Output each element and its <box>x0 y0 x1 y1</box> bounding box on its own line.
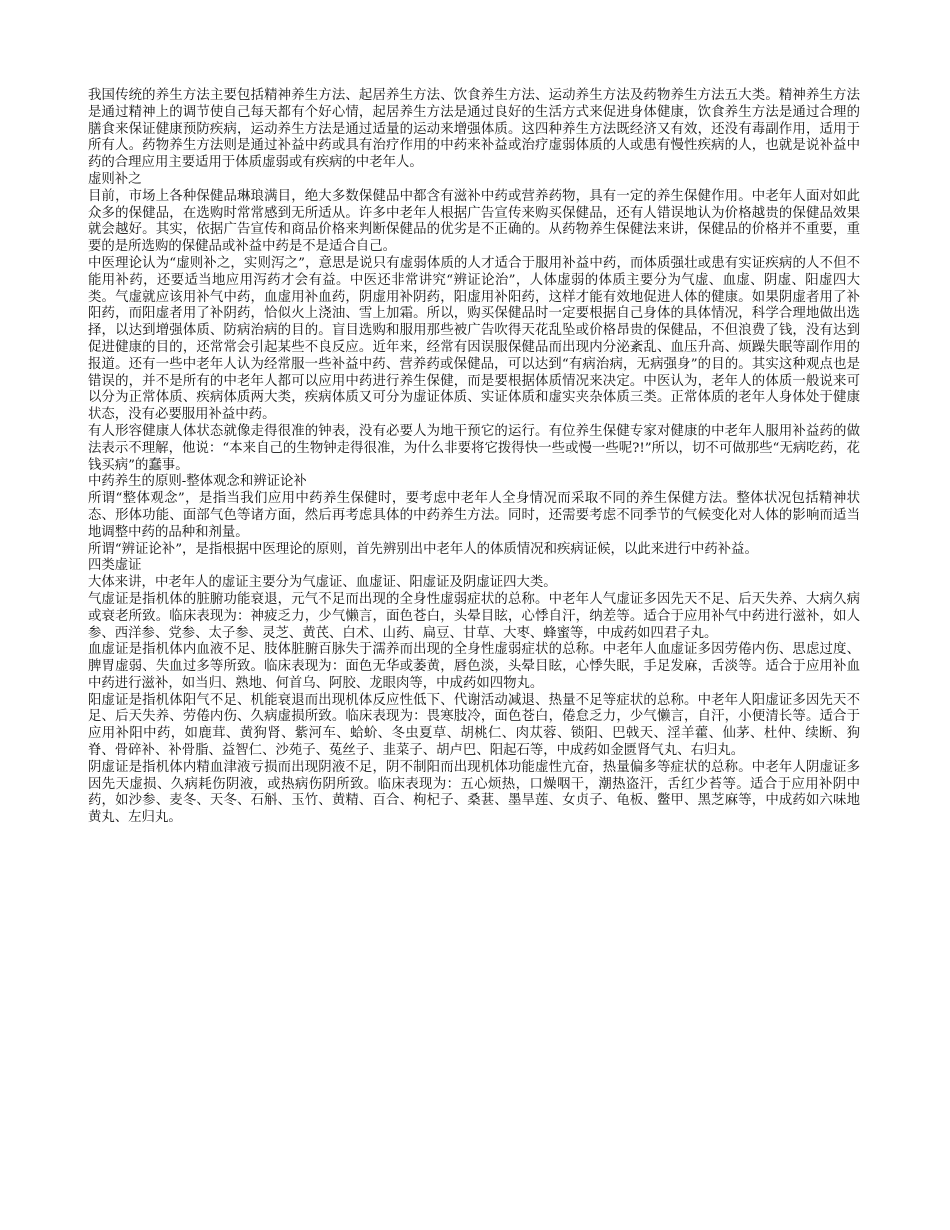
paragraph-yin-deficiency: 阴虚证是指机体内精血津液亏损而出现阴液不足，阴不制阳而出现机体功能虚性亢奋，热量偏多等症状的总称。中老年人阴虚证多因先天虚损、久病耗伤阴液，或热病伤阴所致。临床表现为：五心烦热，口燥咽干，潮热盗汗，舌红少苔等。适合于应用补阴中药，如沙参、麦冬、天冬、石斛、玉竹、黄精、百合、枸杞子、桑葚、墨旱莲、女贞子、龟板、鳖甲、黑芝麻等，中成药如六味地黄丸、左归丸。 <box>88 759 860 826</box>
paragraph-clock-analogy: 有人形容健康人体状态就像走得很准的钟表，没有必要人为地干预它的运行。有位养生保健专家对健康的中老年人服用补益药的做法表示不理解，他说：“本来自己的生物钟走得很准，为什么非要将它拨得快一些或慢一些呢?!”所以，切不可做那些“无病吃药，花钱买病”的蠢事。 <box>88 423 860 473</box>
paragraph-syndrome-differentiation: 所谓“辨证论补”，是指根据中医理论的原则，首先辨别出中老年人的体质情况和疾病证候，以此来进行中药补益。 <box>88 541 758 557</box>
paragraph-tcm-theory: 中医理论认为“虚则补之，实则泻之”，意思是说只有虚弱体质的人才适合于服用补益中药，而体质强壮或患有实证疾病的人不但不能用补药，还要适当地应用泻药才会有益。中医还非常讲究“辨证论治”，人体虚弱的体质主要分为气虚、血虚、阴虚、阳虚四大类。气虚就应该用补气中药，血虚用补血药，阴虚用补阴药，阳虚用补阳药，这样才能有效地促进人体的健康。如果阴虚者用了补阳药，而阳虚者用了补阴药，恰似火上浇油、雪上加霜。所以，购买保健品时一定要根据自己身体的具体情况，科学合理地做出选择，以达到增强体质、防病治病的目的。盲目选购和服用那些被广告吹得天花乱坠或价格昂贵的保健品，不但浪费了钱，没有达到促进健康的目的，还常常会引起某些不良反应。近年来，经常有因误服保健品而出现内分泌紊乱、血压升高、烦躁失眠等副作用的报道。还有一些中老年人认为经常服一些补益中药、营养药或保健品，可以达到“有病治病，无病强身”的目的。其实这种观点也是错误的，并不是所有的中老年人都可以应用中药进行养生保健，而是要根据体质情况来决定。中医认为，老年人的体质一般说来可以分为正常体质、疾病体质两大类，疾病体质又可分为虚证体质、实证体质和虚实夹杂体质三类。正常体质的老年人身体处于健康状态，没有必要服用补益中药。 <box>88 255 860 423</box>
document-body <box>88 88 860 827</box>
section-heading-four-deficiencies: 四类虚证 <box>88 558 142 574</box>
paragraph-health-products: 目前，市场上各种保健品琳琅满目，绝大多数保健品中都含有滋补中药或营养药物，具有一定的养生保健作用。中老年人面对如此众多的保健品，在选购时常常感到无所适从。许多中老年人根据广告宣传来购买保健品，还有人错误地认为价格越贵的保健品效果就会越好。其实，依据广告宣传和商品价格来判断保健品的优劣是不正确的。从药物养生保健法来讲，保健品的价格并不重要，重要的是所选购的保健品或补益中药是不是适合自己。 <box>88 188 860 255</box>
paragraph-holistic-concept: 所谓“整体观念”，是指当我们应用中药养生保健时，要考虑中老年人全身情况而采取不同的养生保健方法。整体状况包括精神状态、形体功能、面部气色等诸方面，然后再考虑具体的中药养生方法。同时，还需要考虑不同季节的气候变化对人体的影响而适当地调整中药的品种和剂量。 <box>88 491 860 540</box>
section-heading-deficiency-tonify: 虚则补之 <box>88 171 142 187</box>
paragraph-blood-deficiency: 血虚证是指机体内血液不足、肢体脏腑百脉失于濡养而出现的全身性虚弱症状的总称。中老年人血虚证多因劳倦内伤、思虑过度、脾胃虚弱、失血过多等所致。临床表现为：面色无华或萎黄，唇色淡，头晕目眩，心悸失眠，手足发麻，舌淡等。适合于应用补血中药进行滋补，如当归、熟地、何首乌、阿胶、龙眼肉等，中成药如四物丸。 <box>88 642 860 691</box>
section-heading-principles: 中药养生的原则-整体观念和辨证论补 <box>88 474 307 490</box>
paragraph-intro: 我国传统的养生方法主要包括精神养生方法、起居养生方法、饮食养生方法、运动养生方法及药物养生方法五大类。精神养生方法是通过精神上的调节使自己每天都有个好心情，起居养生方法是通过良好的生活方式来促进身体健康，饮食养生方法是通过合理的膳食来保证健康预防疾病，运动养生方法是通过适量的运动来增强体质。这四种养生方法既经济又有效，还没有毒副作用，适用于所有人。药物养生方法则是通过补益中药或具有治疗作用的中药来补益或治疗虚弱体质的人或患有慢性疾病的人，也就是说补益中药的合理应用主要适用于体质虚弱或有疾病的中老年人。 <box>88 88 860 171</box>
paragraph-deficiency-overview: 大体来讲，中老年人的虚证主要分为气虚证、血虚证、阳虚证及阴虚证四大类。 <box>88 575 557 591</box>
paragraph-qi-deficiency: 气虚证是指机体的脏腑功能衰退，元气不足而出现的全身性虚弱症状的总称。中老年人气虚证多因先天不足、后天失养、大病久病或衰老所致。临床表现为：神疲乏力，少气懒言，面色苍白，头晕目眩，心悸自汗，纳差等。适合于应用补气中药进行滋补，如人参、西洋参、党参、太子参、灵芝、黄芪、白术、山药、扁豆、甘草、大枣、蜂蜜等，中成药如四君子丸。 <box>88 591 860 641</box>
paragraph-yang-deficiency: 阳虚证是指机体阳气不足、机能衰退而出现机体反应性低下、代谢活动减退、热量不足等症状的总称。中老年人阳虚证多因先天不足、后天失养、劳倦内伤、久病虚损所致。临床表现为：畏寒肢冷，面色苍白，倦怠乏力，少气懒言，自汗，小便清长等。适合于应用补阳中药，如鹿茸、黄狗肾、紫河车、蛤蚧、冬虫夏草、胡桃仁、肉苁蓉、锁阳、巴戟天、淫羊藿、仙茅、杜仲、续断、狗脊、骨碎补、补骨脂、益智仁、沙苑子、菟丝子、韭菜子、胡卢巴、阳起石等，中成药如金匮肾气丸、右归丸。 <box>88 692 860 759</box>
